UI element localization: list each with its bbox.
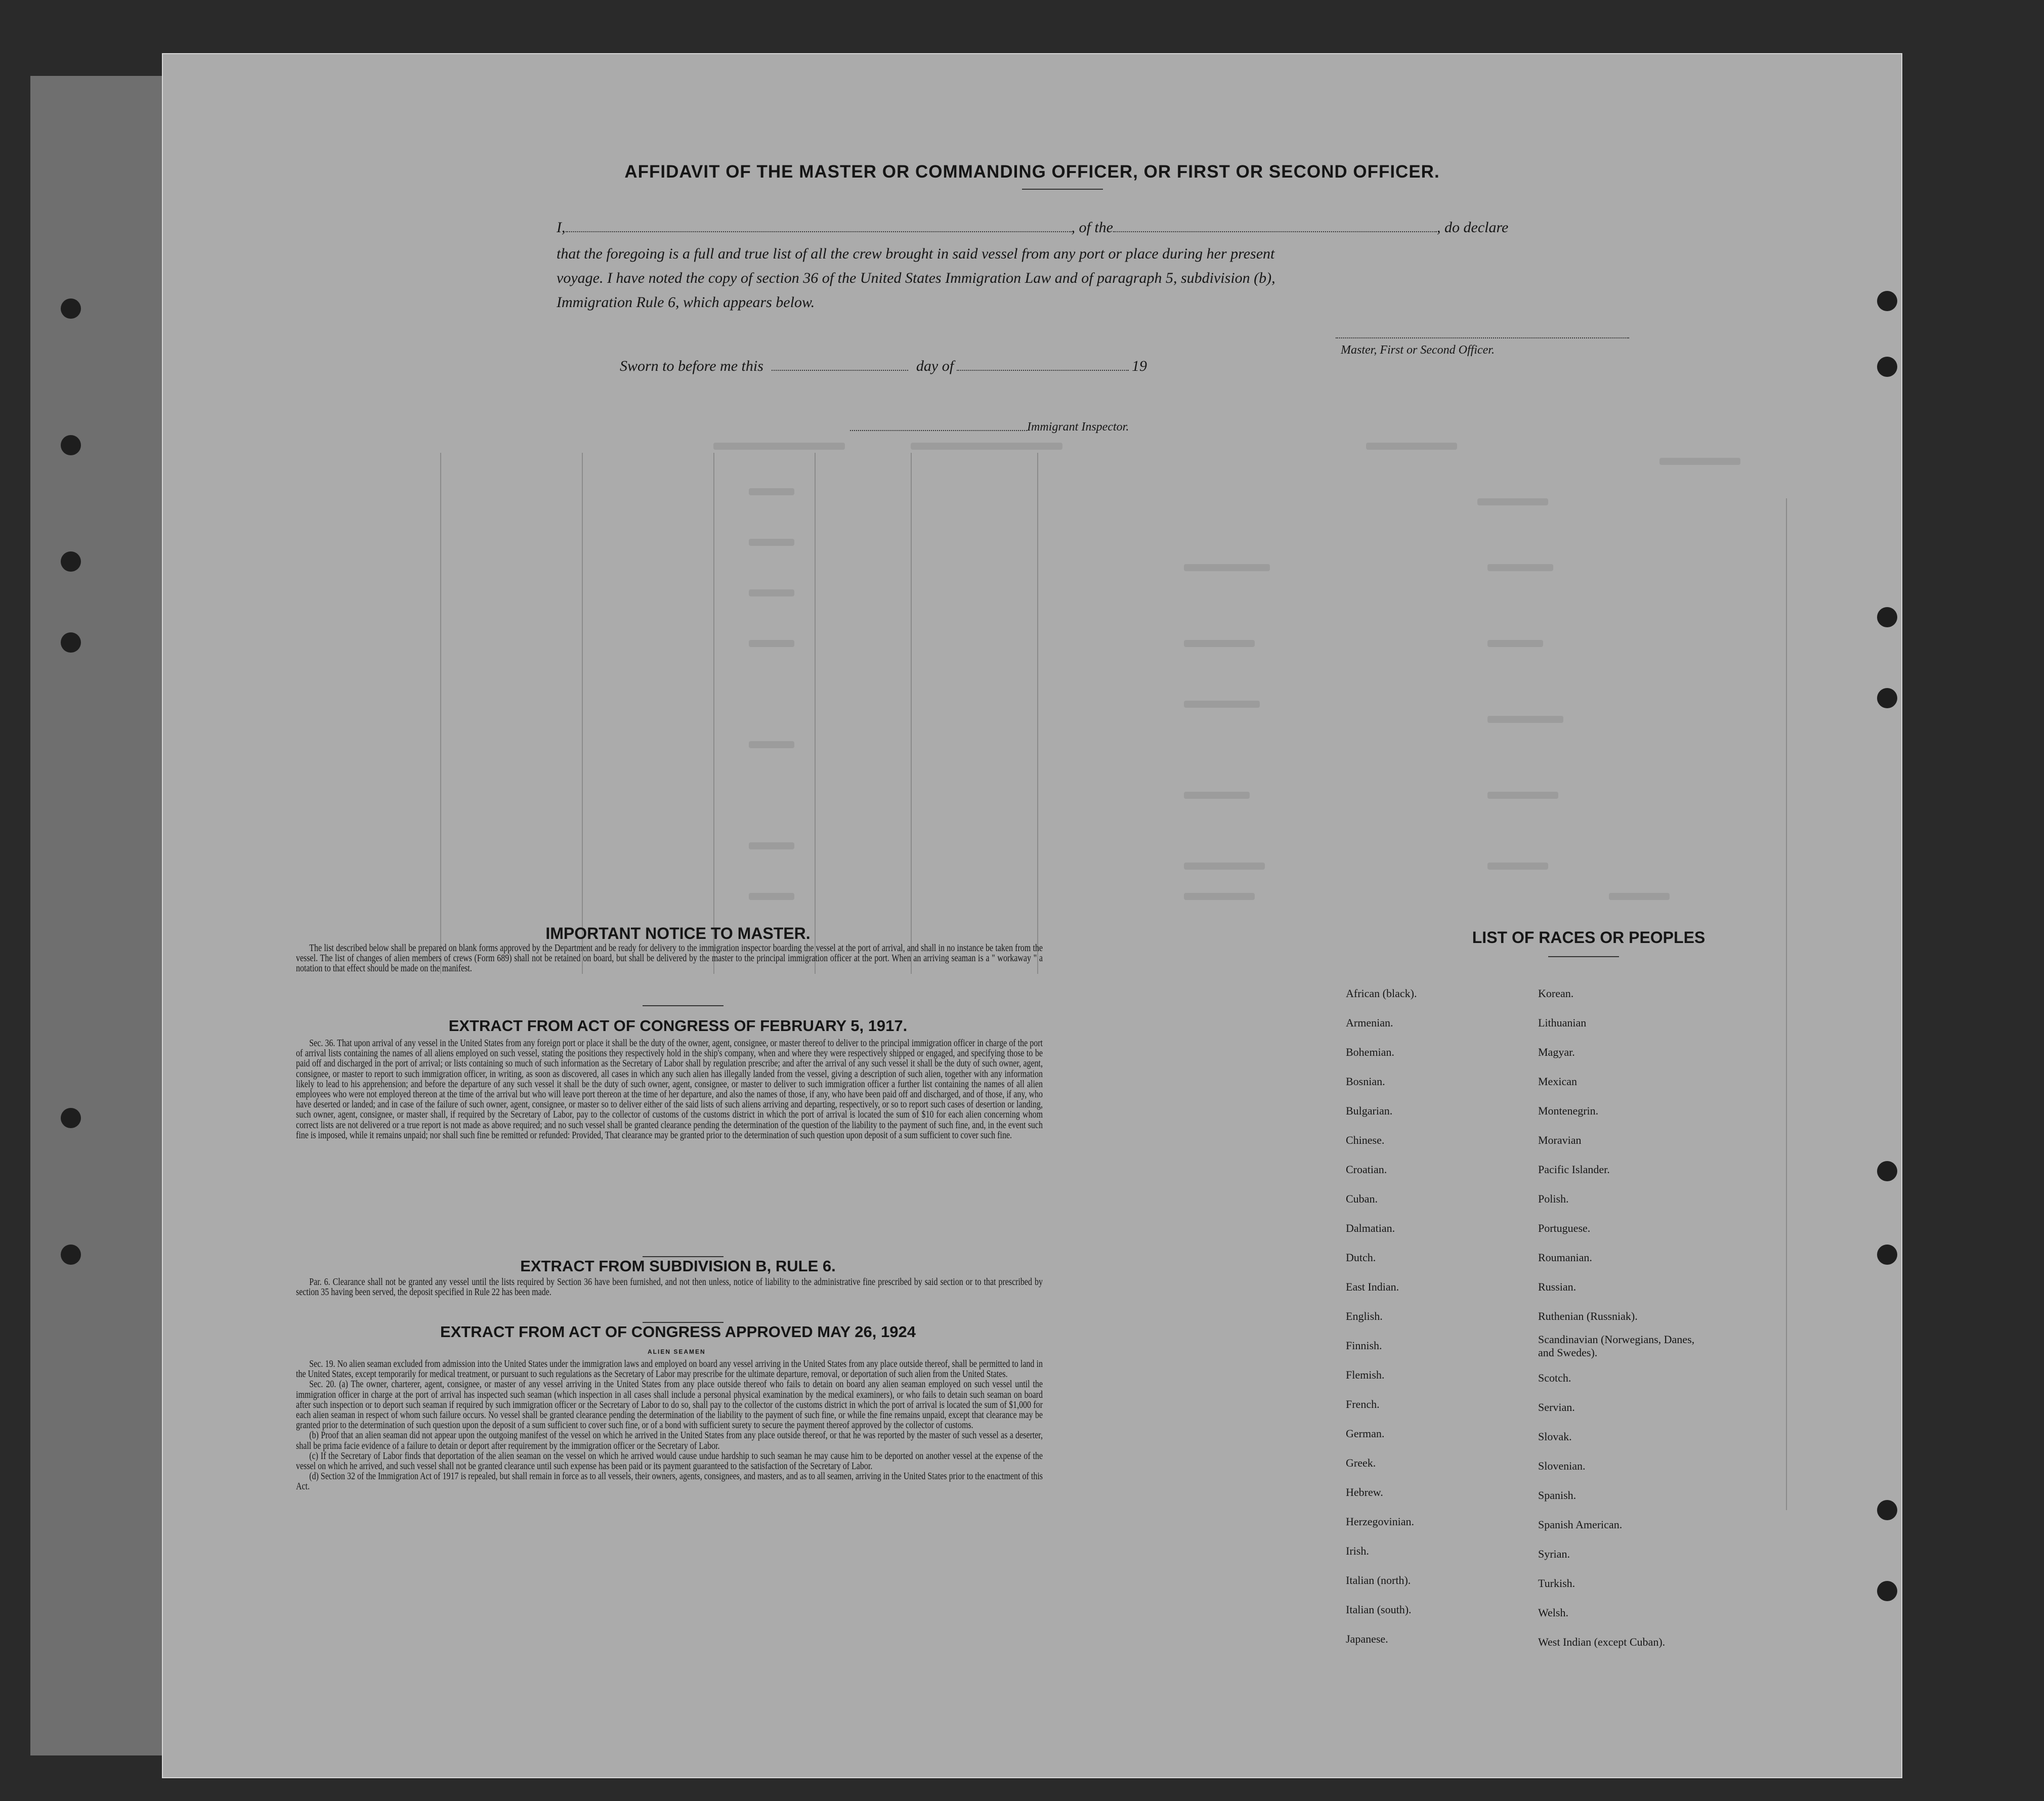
bleed-through-text [1184,863,1265,870]
race-item: Bulgarian. [1346,1104,1393,1117]
declarant-name-field[interactable] [566,231,1072,232]
race-item: Herzegovinian. [1346,1515,1414,1528]
bleed-through-text [749,893,794,900]
race-item: Italian (south). [1346,1603,1412,1616]
race-item: Scandinavian (Norwegians, Danes, and Swedes). [1538,1333,1695,1359]
race-item: English. [1346,1310,1383,1322]
bleed-through-column [911,453,912,974]
notice-divider [643,1005,723,1006]
extract-rule6-title: EXTRACT FROM SUBDIVISION B, RULE 6. [520,1257,836,1275]
race-item: Croatian. [1346,1163,1387,1176]
bleed-through-text [749,640,794,647]
race-item: Roumanian. [1538,1251,1592,1264]
race-item: Scotch. [1538,1371,1571,1384]
race-item: Hebrew. [1346,1486,1383,1498]
race-item: Pacific Islander. [1538,1163,1610,1176]
race-item: Korean. [1538,987,1574,1000]
race-item: Russian. [1538,1280,1577,1293]
race-item: Flemish. [1346,1368,1385,1381]
race-item: Slovenian. [1538,1460,1586,1472]
title-underline [1022,189,1103,190]
binder-hole [61,1108,81,1128]
bleed-through-text [1487,640,1543,647]
binder-hole [61,1245,81,1265]
bleed-through-text [1366,443,1457,450]
race-item: Spanish. [1538,1489,1577,1502]
extract-1924-title: EXTRACT FROM ACT OF CONGRESS APPROVED MAY 26, 1924 [440,1323,916,1341]
race-item: Moravian [1538,1134,1582,1146]
races-title: LIST OF RACES OR PEOPLES [1472,928,1706,947]
bleed-through-text [749,539,794,546]
notice-title: IMPORTANT NOTICE TO MASTER. [545,924,811,942]
bleed-through-column [1786,498,1787,1510]
race-item: Chinese. [1346,1134,1385,1146]
bleed-through-text [1184,701,1260,708]
race-item: Montenegrin. [1538,1104,1599,1117]
inspector-signature-line [850,430,1027,431]
race-item: Mexican [1538,1075,1577,1088]
race-item: Japanese. [1346,1633,1388,1645]
race-item: East Indian. [1346,1280,1399,1293]
punch-hole [1877,607,1897,627]
master-signature-line [1336,337,1629,338]
bleed-through-text [749,842,794,849]
extract-1917-title: EXTRACT FROM ACT OF CONGRESS OF FEBRUARY 5, 1917. [448,1017,908,1035]
race-item: Ruthenian (Russniak). [1538,1310,1638,1322]
sworn-day-field[interactable] [772,370,908,371]
master-signature-label: Master, First or Second Officer. [1341,344,1495,357]
sworn-line: Sworn to before me this day of 19 [620,358,1147,374]
affidavit-line1: I, , of the , do declare [557,219,1509,236]
race-item: West Indian (except Cuban). [1538,1636,1666,1648]
bleed-through-text [1477,498,1548,505]
extract-1924-subtitle: ALIEN SEAMEN [648,1348,706,1355]
races-left-column [1346,979,1417,1654]
punch-hole [1877,1245,1897,1265]
race-item: French. [1346,1398,1380,1410]
punch-hole [1877,688,1897,708]
inspector-label: Immigrant Inspector. [1027,420,1129,434]
vessel-name-field[interactable] [1113,231,1437,232]
race-item: Irish. [1346,1545,1369,1557]
extract-1917-text: Sec. 36. That upon arrival of any vessel in the United States from any foreign port or place it shall be the duty of the owner, agent, consignee, or master thereof to deliver to the principal immigration officer in charge of the port of arrival lists containing the names of all aliens employed on such vessel, stating the positions they respectively hold in the ship's company, when and where they were respectively shipped or engaged, and specifying those to be paid off and discharged in the port of arrival; or lists containing so much of such information as the Secretary of Labor shall by regulation prescribe; and after the arrival of any such vessel it shall be the duty of such owner, agent, consignee, or master to report to such immigration officer, in writing, as soon as discovered, all cases in which any such alien has illegally landed from the vessel, giving a description of such alien, together with any information likely to lead to his apprehension; and before the departure of any such vessel it shall be the duty of such owner, agent, consignee, or master to deliver to such immigration officer a further list containing the names of all alien employees who were not employed thereon at the time of the arrival but who will leave port thereon at the time of her departure, and also the names of those, if any, who have been paid off and discharged, and of those, if any, who have deserted or landed; and in case of the failure of such owner, agent, consignee, or master so to deliver either of the said lists of such aliens arriving and departing, respectively, or so to report such cases of desertion or landing, such owner, agent, consignee, or master shall, if required by the Secretary of Labor, pay to the collector of customs of the customs district in which the port of arrival is located the sum of $10 for each alien concerning whom correct lists are not delivered or a true report is not made as above required; and no such vessel shall be granted clearance pending the determination of the question of the liability to the payment of such fine, and, in the event such fine is imposed, while it remains unpaid; nor shall such fine be remitted or refunded: Provided, That clearance may be granted prior to the determination of such question upon deposit of a sum sufficient to cover such fine. [296,1038,1043,1141]
bleed-through-text [713,443,845,450]
bleed-through-text [1659,458,1740,465]
manifest-page [162,53,1902,1778]
race-item: Armenian. [1346,1016,1393,1029]
race-item: Finnish. [1346,1339,1382,1352]
punch-hole [1877,291,1897,311]
bleed-through-column [440,453,441,974]
race-item: Greek. [1346,1456,1376,1469]
punch-hole [1877,1500,1897,1520]
bleed-through-text [1487,716,1563,723]
race-item: Polish. [1538,1192,1569,1205]
binder-hole [61,298,81,319]
race-item: Bosnian. [1346,1075,1385,1088]
race-item: Slovak. [1538,1430,1572,1443]
bleed-through-text [1487,564,1553,571]
bleed-through-text [1609,893,1670,900]
bleed-through-text [749,589,794,596]
bleed-through-column [582,453,583,974]
race-item: German. [1346,1427,1385,1440]
race-item: Servian. [1538,1401,1575,1413]
races-divider [1548,956,1619,957]
race-item: Dalmatian. [1346,1222,1395,1234]
bleed-through-text [749,741,794,748]
punch-hole [1877,1581,1897,1601]
bleed-through-text [911,443,1062,450]
bleed-through-text [749,488,794,495]
bleed-through-text [1487,792,1558,799]
race-item: Italian (north). [1346,1574,1411,1586]
bleed-through-text [1184,792,1250,799]
binder-hole [61,435,81,455]
affidavit-title: AFFIDAVIT OF THE MASTER OR COMMANDING OFFICER, OR FIRST OR SECOND OFFICER. [624,162,1440,182]
bleed-through-text [1184,893,1255,900]
extract-1924-text: Sec. 19. No alien seaman excluded from admission into the United States under the immigration laws and employed on board any vessel arriving in the United States from any place outside thereof, shall be permitted to land in the United States, except temporarily for medical treatment, or pursuant to such regulations as the Secretary of Labor may prescribe for the ultimate departure, removal, or deportation of such alien from the United States. Sec. 20. (a) The owner, charterer, agent, consignee, or master of any vessel arriving in the United States from any place outside thereof who fails to detain on board any alien seaman employed on such vessel until the immigration officer in charge at the port of arrival has inspected such seaman (which inspection in all cases shall include a personal physical examination by the medical examiners), or who fails to detain such seaman on board after such inspection or to deport such seaman if required by such immigration officer or the Secretary of Labor to do so, shall pay to the collector of the customs district in which the port of arrival is located the sum of $1,000 for each alien seaman in respect of whom such failure occurs. No vessel shall be granted clearance pending the determination of the liability to the payment of such fine, or while the fine remains unpaid, except that clearance may be granted prior to the determination of such question upon the deposit of a sum sufficient to cover such fine, or of a bond with sufficient surety to secure the payment thereof approved by the collector of customs. (b) Proof that an alien seaman did not appear upon the outgoing manifest of the vessel on which he arrived in the United States from any place outside thereof, or that he was reported by the master of such vessel as a deserter, shall be prima facie evidence of a failure to detain or deport after requirement by the immigration officer or the Secretary of Labor. (c) If the Secretary of Labor finds that deportation of the alien seaman on the vessel on which he arrived would cause undue hardship to such seaman he may cause him to be deported on another vessel at the expense of the vessel on which he arrived, and such vessel shall not be granted clearance until such expense has been paid or its payment guaranteed to the satisfaction of the Secretary of Labor. (d) Section 32 of the Immigration Act of 1917 is repealed, but shall remain in force as to all vessels, their owners, agents, consignees, and masters, and as to all seamen, arriving in the United States prior to the enactment of this Act. [296,1359,1043,1492]
punch-hole [1877,357,1897,377]
sworn-month-field[interactable] [957,370,1129,371]
race-item: Portuguese. [1538,1222,1591,1234]
affidavit-line3: voyage. I have noted the copy of section 36 of the United States Immigration Law and of paragraph 5, subdivision (b), [557,270,1275,286]
race-item: Spanish American. [1538,1518,1623,1531]
bleed-through-text [1184,564,1270,571]
races-right-column [1538,979,1710,1657]
bleed-through-column [1037,453,1038,974]
bleed-through-column [815,453,816,974]
race-item: Syrian. [1538,1548,1570,1560]
race-item: Welsh. [1538,1606,1568,1619]
affidavit-line2: that the foregoing is a full and true list of all the crew brought in said vessel from any port or place during her present [557,245,1275,262]
race-item: Lithuanian [1538,1016,1587,1029]
race-item: Turkish. [1538,1577,1575,1590]
notice-text: The list described below shall be prepared on blank forms approved by the Department and be ready for delivery to the immigration inspector boarding the vessel at the port of arrival, and shall in no instance be taken from the vessel. The list of changes of alien members of crews (Form 689) shall not be retained on board, but shall be delivered by the master to the principal immigration officer at the port. When an arriving seaman is a " workaway " a notation to that effect should be made on the manifest. [296,943,1043,974]
race-item: Magyar. [1538,1046,1575,1058]
extract-rule6-text: Par. 6. Clearance shall not be granted any vessel until the lists required by Section 36 have been furnished, and not then unless, notice of liability to the administrative fine prescribed by said section or to that prescribed by section 35 having been served, the deposit specified in Rule 22 has been made. [296,1277,1043,1298]
binder-hole [61,632,81,653]
bleed-through-column [713,453,714,974]
punch-hole [1877,1161,1897,1181]
bleed-through-text [1487,863,1548,870]
race-item: Dutch. [1346,1251,1376,1264]
race-item: Cuban. [1346,1192,1378,1205]
race-item: Bohemian. [1346,1046,1394,1058]
binder-hole [61,551,81,572]
race-item: African (black). [1346,987,1417,1000]
affidavit-line4: Immigration Rule 6, which appears below. [557,294,815,311]
bleed-through-text [1184,640,1255,647]
